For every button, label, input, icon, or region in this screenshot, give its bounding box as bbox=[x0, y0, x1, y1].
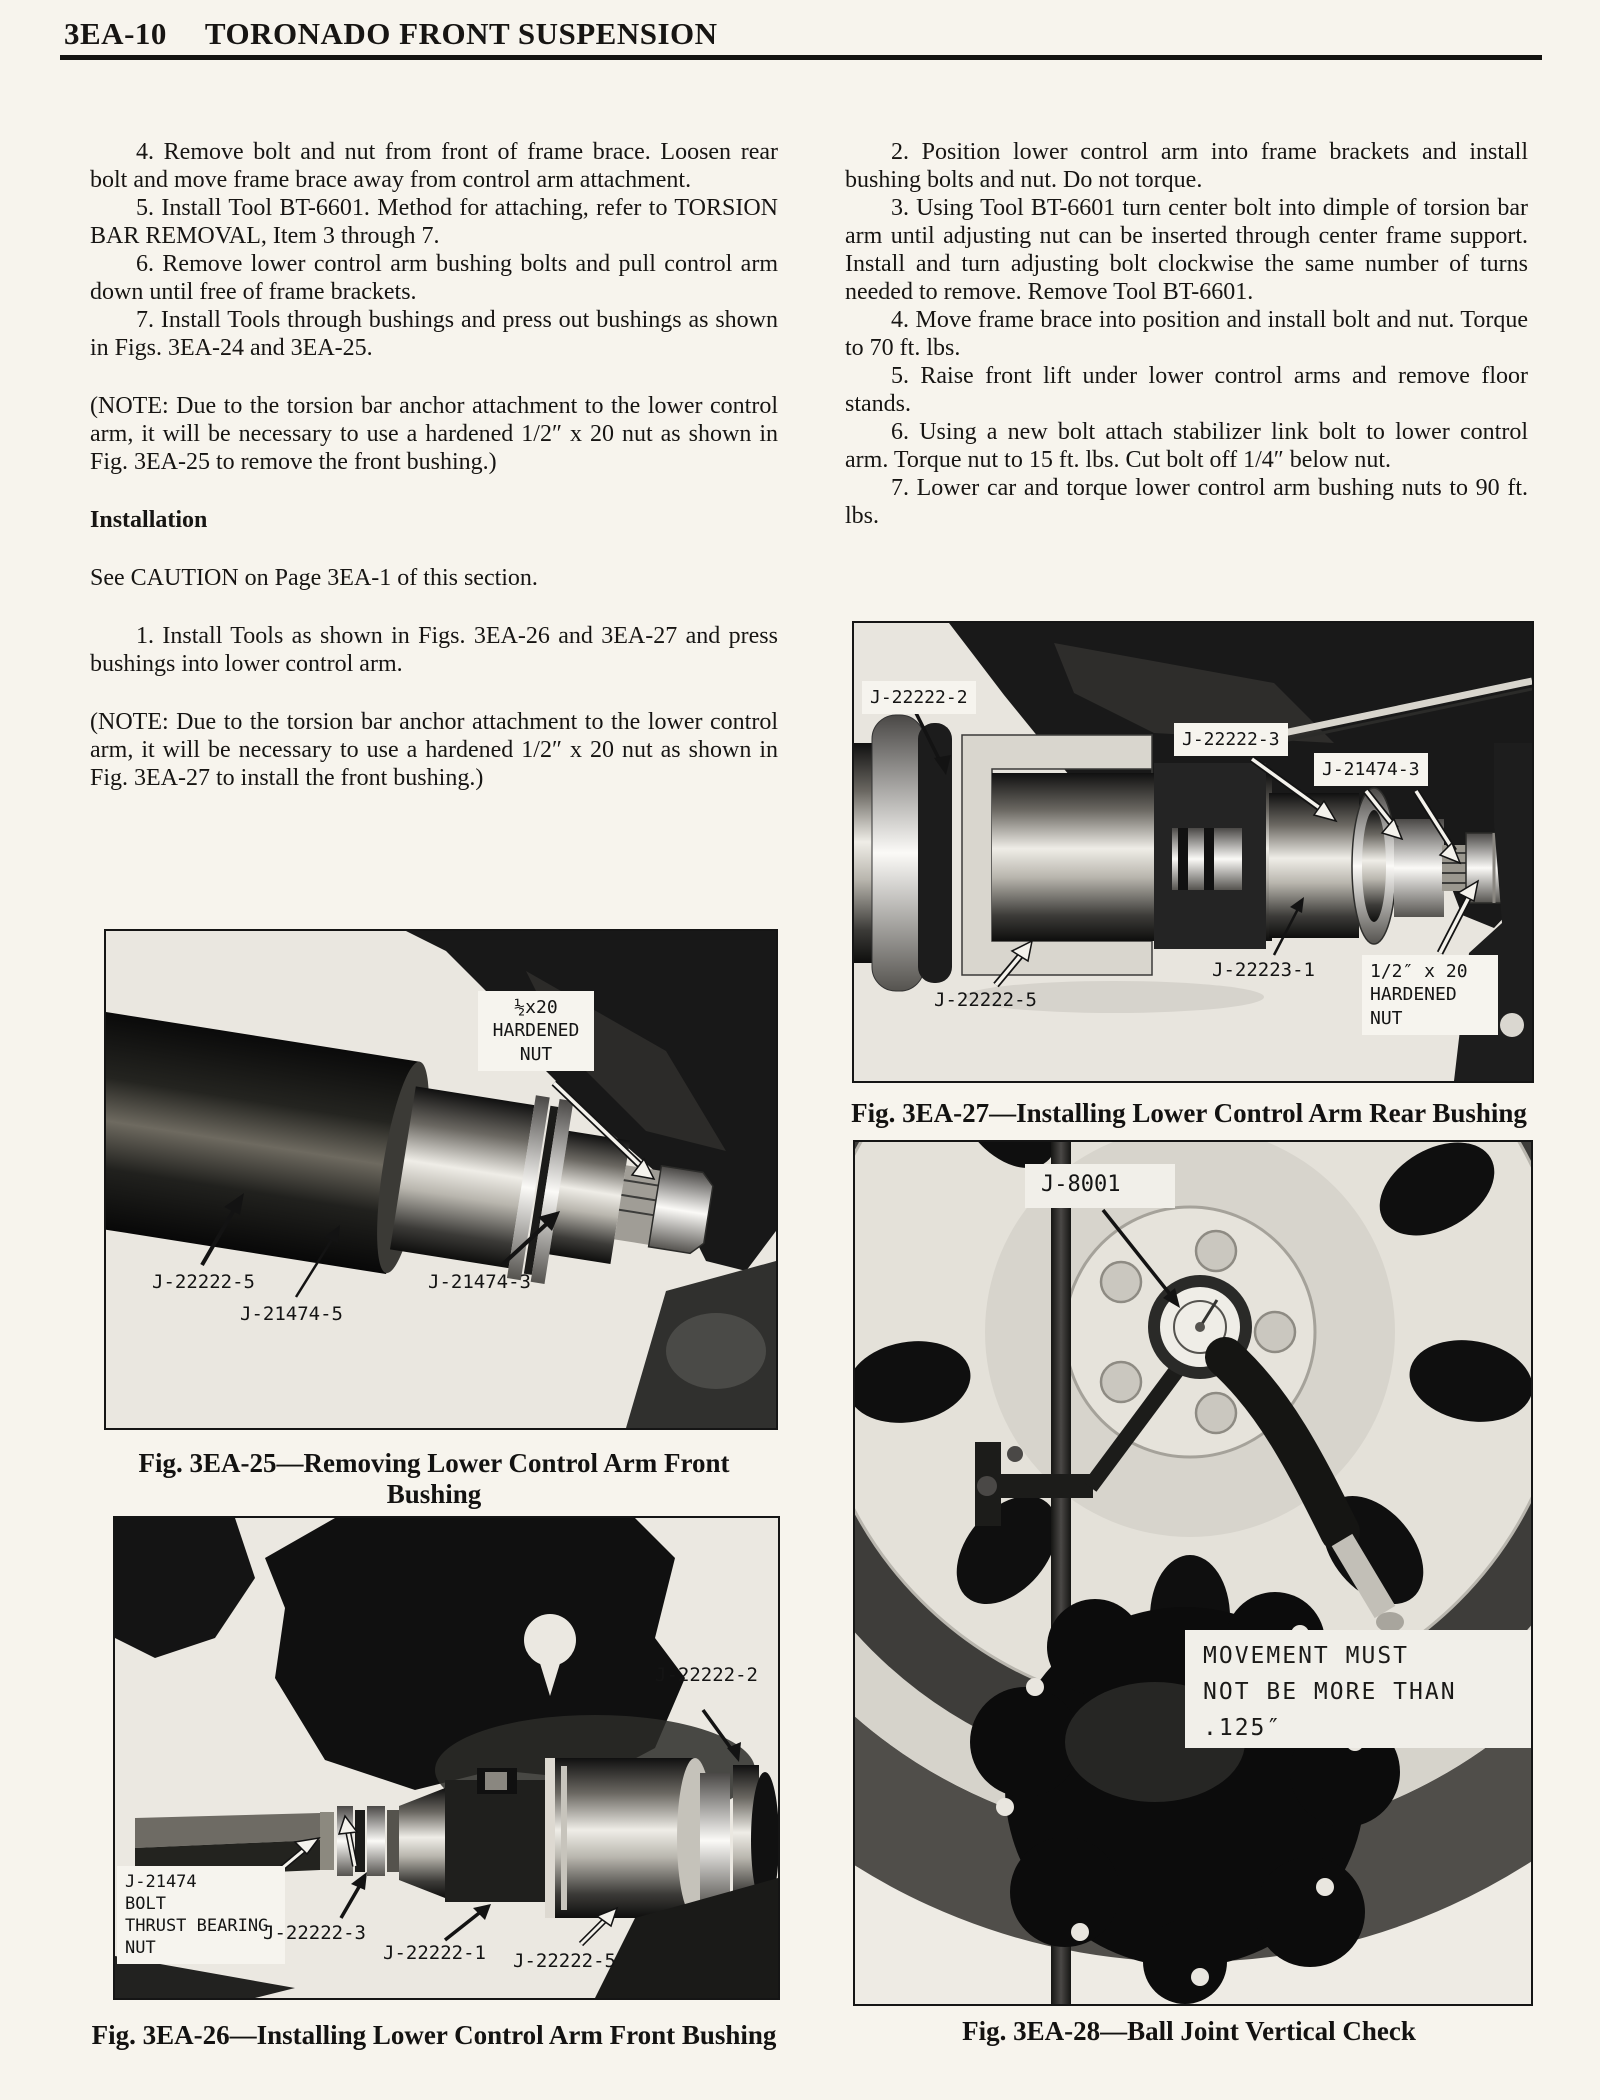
bushing-ring bbox=[700, 1773, 730, 1908]
label-fig26-j22222-3: J-22222-3 bbox=[263, 1922, 366, 1944]
right-column bbox=[845, 138, 1528, 530]
note-removal: (NOTE: Due to the torsion bar anchor attachment to the lower control arm, it will be necessary to use a hardened 1/2″ x 20 nut as shown in Fig. 3EA-25 to remove the front bushing.) bbox=[90, 393, 778, 475]
step-2r: 2. Position lower control arm into frame brackets and install bushing bolts and nut. Do not torque. bbox=[845, 139, 1528, 193]
installation-heading: Installation bbox=[90, 507, 208, 533]
label-fig27-j22222-3: J-22222-3 bbox=[1174, 723, 1288, 756]
label-fig27-j21474-3: J-21474-3 bbox=[1314, 753, 1428, 786]
step-4r: 4. Move frame brace into position and install bolt and nut. Torque to 70 ft. lbs. bbox=[845, 307, 1528, 361]
figure-3ea-25-caption: Fig. 3EA-25—Removing Lower Control Arm Front Bushing bbox=[138, 1448, 730, 1509]
label-fig25-j22222-5: J-22222-5 bbox=[152, 1271, 255, 1293]
figure-3ea-28-photo bbox=[855, 1142, 1531, 2004]
label-fig27-hardened-nut: 1/2″ x 20 HARDENED NUT bbox=[1362, 955, 1498, 1035]
figure-3ea-25-photo bbox=[106, 931, 776, 1428]
figure-3ea-27 bbox=[852, 621, 1534, 1083]
label-fig27-j22223-1: J-22223-1 bbox=[1212, 959, 1315, 981]
step-5: 5. Install Tool BT-6601. Method for attaching, refer to TORSION BAR REMOVAL, Item 3 through 7. bbox=[90, 195, 778, 249]
figure-3ea-26 bbox=[113, 1516, 780, 2000]
step-7: 7. Install Tools through bushings and press out bushings as shown in Figs. 3EA-24 and 3EA-25. bbox=[90, 307, 778, 361]
hex-nut-block bbox=[445, 1780, 545, 1902]
step-6: 6. Remove lower control arm bushing bolts and pull control arm down until free of frame brackets. bbox=[90, 251, 778, 305]
figure-3ea-26-caption: Fig. 3EA-26—Installing Lower Control Arm Front Bushing bbox=[91, 2020, 777, 2050]
label-fig28-j8001: J-8001 bbox=[1041, 1172, 1121, 1197]
step-3r: 3. Using Tool BT-6601 turn center bolt into dimple of torsion bar arm until adjusting nut can be inserted through center frame support. Install and turn adjusting bolt clockwise the same number of turns needed to remove. Remove Tool BT-6601. bbox=[845, 195, 1528, 305]
label-fig25-hardened-nut: ½x20 HARDENED NUT bbox=[478, 991, 594, 1071]
figure-3ea-25 bbox=[104, 929, 778, 1430]
figure-3ea-27-caption: Fig. 3EA-27—Installing Lower Control Arm Rear Bushing bbox=[851, 1098, 1527, 1128]
step-1: 1. Install Tools as shown in Figs. 3EA-26 and 3EA-27 and press bushings into lower control arm. bbox=[90, 623, 778, 677]
figure-3ea-28-caption: Fig. 3EA-28—Ball Joint Vertical Check bbox=[962, 2016, 1416, 2046]
step-5r: 5. Raise front lift under lower control arms and remove floor stands. bbox=[845, 363, 1528, 417]
label-fig28-movement: MOVEMENT MUST NOT BE MORE THAN .125″ bbox=[1203, 1643, 1457, 1741]
label-fig27-j22222-5: J-22222-5 bbox=[934, 989, 1037, 1011]
caution-line: See CAUTION on Page 3EA-1 of this section. bbox=[90, 565, 538, 591]
label-fig25-j21474-5: J-21474-5 bbox=[240, 1303, 343, 1325]
left-column bbox=[90, 138, 778, 792]
label-fig26-j22222-5: J-22222-5 bbox=[513, 1950, 616, 1972]
step-7r: 7. Lower car and torque lower control arm bushing nuts to 90 ft. lbs. bbox=[845, 475, 1528, 529]
step-4: 4. Remove bolt and nut from front of frame brace. Loosen rear bolt and move frame brace away from control arm attachment. bbox=[90, 139, 778, 193]
note-install: (NOTE: Due to the torsion bar anchor attachment to the lower control arm, it will be necessary to use a hardened 1/2″ x 20 nut as shown in Fig. 3EA-27 to install the front bushing.) bbox=[90, 709, 778, 791]
label-fig25-j21474-3: J-21474-3 bbox=[428, 1271, 531, 1293]
page-code: 3EA-10 bbox=[64, 16, 167, 51]
label-fig26-j22222-1: J-22222-1 bbox=[383, 1942, 486, 1964]
label-fig27-j22222-2: J-22222-2 bbox=[862, 681, 976, 714]
figure-3ea-28 bbox=[853, 1140, 1533, 2006]
label-fig26-j22222-2: J-22222-2 bbox=[655, 1664, 758, 1686]
label-fig26-j21474-box: J-21474 BOLT THRUST BEARING NUT bbox=[117, 1866, 285, 1964]
step-6r: 6. Using a new bolt attach stabilizer link bolt to lower control arm. Torque nut to 15 ft. lbs. Cut bolt off 1/4″ below nut. bbox=[845, 419, 1528, 473]
page-header bbox=[64, 16, 718, 52]
page-title: TORONADO FRONT SUSPENSION bbox=[204, 16, 718, 51]
press-cup bbox=[545, 1758, 695, 1918]
header-rule bbox=[60, 55, 1542, 60]
